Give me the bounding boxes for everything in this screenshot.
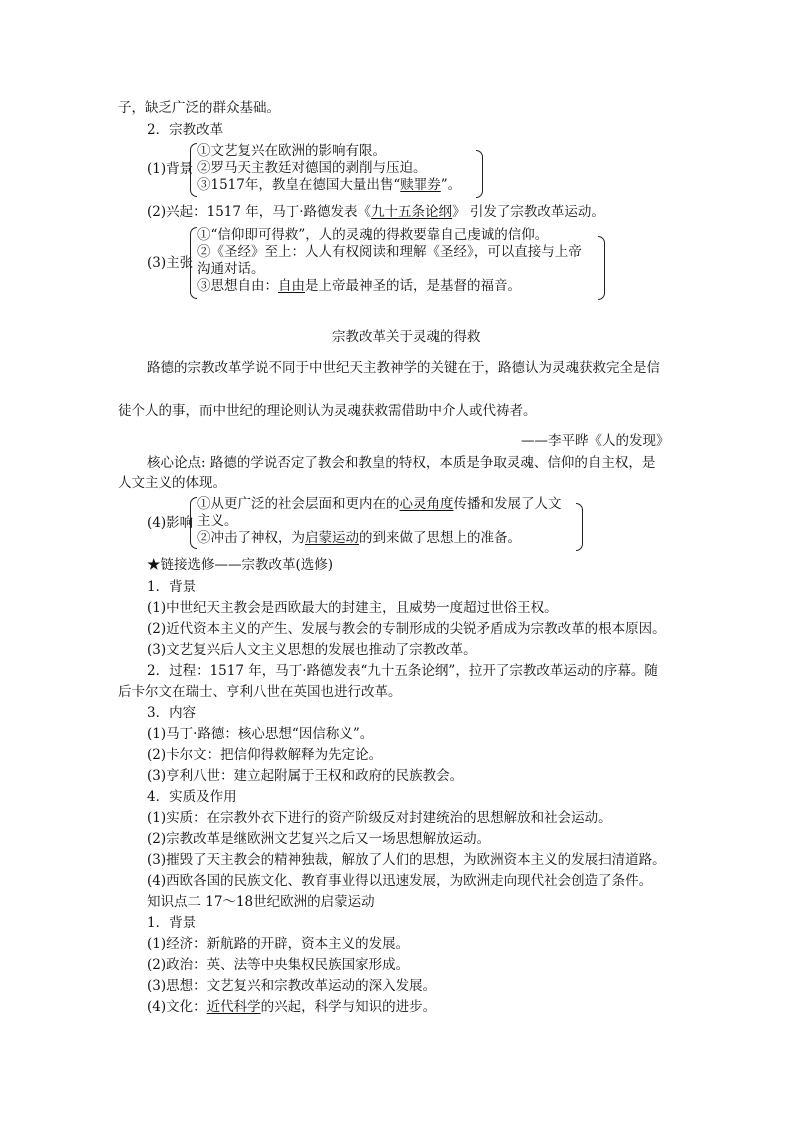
subheading: 4．实质及作用 bbox=[147, 789, 237, 805]
left-brace bbox=[190, 143, 197, 197]
text-line: (3)亨利八世：建立起附属于王权和政府的民族教会。 bbox=[147, 768, 464, 784]
text-line: (1)中世纪天主教会是西欧最大的封建主，且威势一度超过世俗王权。 bbox=[147, 600, 558, 616]
section-heading: 2．宗教改革 bbox=[147, 122, 224, 138]
right-brace bbox=[576, 503, 583, 551]
list-item: ②罗马天主教廷对德国的剥削与压迫。 bbox=[197, 160, 427, 176]
subheading: 1．背景 bbox=[147, 579, 197, 595]
text-line: (2)近代资本主义的产生、发展与教会的专制形成的尖锐矛盾成为宗教改革的根本原因。 bbox=[147, 621, 666, 637]
text-line: (1)经济：新航路的开辟，资本主义的发展。 bbox=[147, 936, 410, 952]
claims-label: (3)主张 bbox=[147, 255, 194, 271]
right-brace bbox=[476, 150, 483, 198]
background-label: (1)背景 bbox=[147, 161, 194, 177]
text-line: (1)实质：在宗教外衣下进行的资产阶级反对封建统治的思想解放和社会运动。 bbox=[147, 810, 612, 826]
text-line: (2)兴起：1517 年，马丁·路德发表《九十五条论纲》 引发了宗教改革运动。 bbox=[147, 204, 605, 220]
list-item: ③思想自由：自由是上帝最神圣的话，是基督的福音。 bbox=[197, 278, 521, 294]
right-brace bbox=[598, 236, 605, 300]
list-item: ①“信仰即可得救”，人的灵魂的得救要靠自己虔诚的信仰。 bbox=[197, 227, 549, 243]
core-point: 核心论点: 路德的学说否定了教会和教皇的特权，本质是争取灵魂、信仰的自主权，是 bbox=[147, 455, 656, 471]
text-line: (4)西欧各国的民族文化、教育事业得以迅速发展，为欧洲走向现代社会创造了条件。 bbox=[147, 873, 653, 889]
section-heading: 知识点二 17～18世纪欧洲的启蒙运动 bbox=[147, 894, 375, 910]
list-item: ②《圣经》至上：人人有权阅读和理解《圣经》，可以直接与上帝 bbox=[197, 244, 582, 260]
text-line: (3)文艺复兴后人文主义思想的发展也推动了宗教改革。 bbox=[147, 642, 477, 658]
text-line: (2)卡尔文：把信仰得救解释为先定论。 bbox=[147, 747, 383, 763]
text-line: (1)马丁·路德：核心思想“因信称义”。 bbox=[147, 726, 374, 742]
subheading: 3．内容 bbox=[147, 705, 197, 721]
text-line: (2)政治：英、法等中央集权民族国家形成。 bbox=[147, 957, 410, 973]
text-line: 2．过程：1517 年，马丁·路德发表“九十五条论纲”，拉开了宗教改革运动的序幕。随 bbox=[147, 663, 658, 679]
impact-label: (4)影响 bbox=[147, 515, 194, 531]
text-line: 子，缺乏广泛的群众基础。 bbox=[118, 100, 280, 116]
subheading: 1．背景 bbox=[147, 915, 197, 931]
list-item: ①文艺复兴在欧洲的影响有限。 bbox=[197, 143, 386, 159]
core-point: 人文主义的体现。 bbox=[118, 475, 226, 491]
quote-paragraph: 徒个人的事，而中世纪的理论则认为灵魂获救需借助中介人或代祷者。 bbox=[118, 403, 537, 419]
list-item: ①从更广泛的社会层面和更内在的心灵角度传播和发展了人文 bbox=[197, 496, 562, 512]
list-item: 主义。 bbox=[197, 513, 238, 529]
quote-source: ——李平晔《人的发现》 bbox=[521, 433, 670, 449]
section-heading: ★链接选修——宗教改革(选修) bbox=[147, 557, 334, 573]
list-item: 沟通对话。 bbox=[197, 261, 265, 277]
left-brace bbox=[190, 227, 197, 299]
quote-paragraph: 路德的宗教改革学说不同于中世纪天主教神学的关键在于，路德认为灵魂获救完全是信 bbox=[147, 360, 660, 376]
text-line: (3)摧毁了天主教会的精神独裁，解放了人们的思想，为欧洲资本主义的发展扫清道路。 bbox=[147, 852, 666, 868]
left-brace bbox=[190, 497, 197, 549]
text-line: 后卡尔文在瑞士、亨利八世在英国也进行改革。 bbox=[118, 684, 402, 700]
text-line: (2)宗教改革是继欧洲文艺复兴之后又一场思想解放运动。 bbox=[147, 831, 491, 847]
box-title: 宗教改革关于灵魂的得救 bbox=[332, 329, 481, 345]
list-item: ③1517年，教皇在德国大量出售“赎罪券”。 bbox=[197, 177, 462, 193]
text-line: (3)思想：文艺复兴和宗教改革运动的深入发展。 bbox=[147, 978, 437, 994]
list-item: ②冲击了神权，为启蒙运动的到来做了思想上的准备。 bbox=[197, 530, 521, 546]
text-line: (4)文化：近代科学的兴起，科学与知识的进步。 bbox=[147, 999, 437, 1015]
